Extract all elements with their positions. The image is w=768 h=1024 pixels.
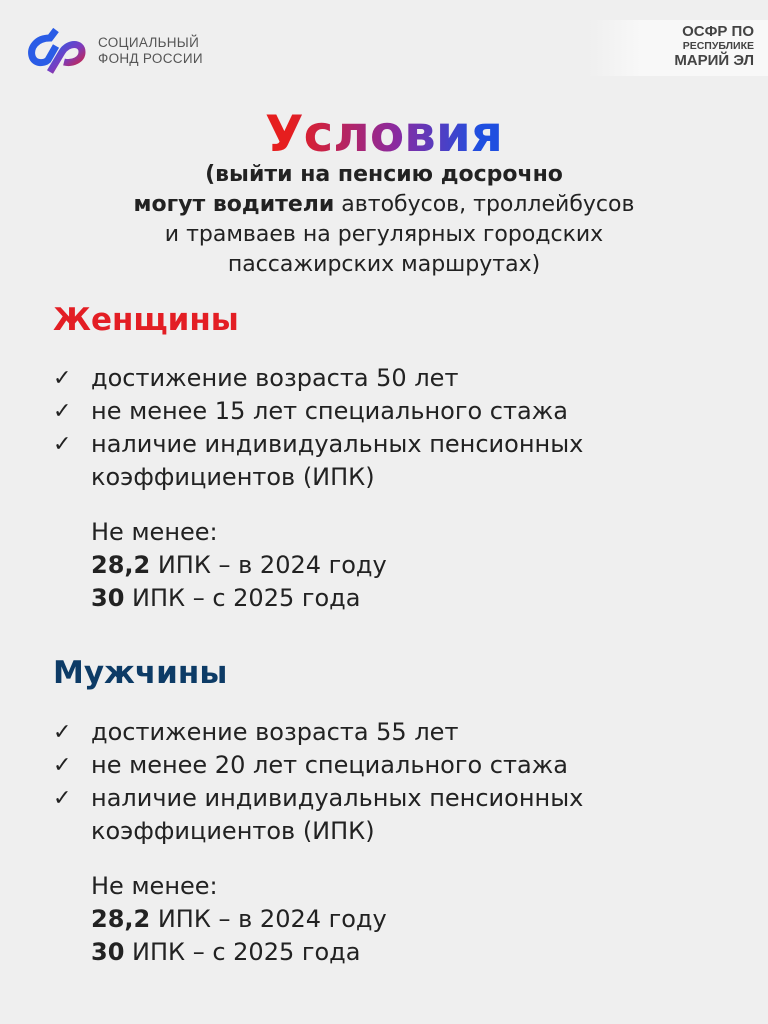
- min-value: 28,2: [91, 551, 151, 579]
- region-line1: ОСФР ПО: [682, 23, 754, 40]
- min-label: Не менее:: [91, 518, 218, 546]
- subtitle-line2: [0, 190, 768, 220]
- page-title: [0, 105, 768, 163]
- subtitle-line3: и трамваев на регулярных городских: [164, 222, 604, 247]
- list-item: [53, 782, 753, 848]
- check-icon: ✓: [53, 753, 72, 778]
- min-value: 28,2: [91, 905, 151, 933]
- min-text: ИПК – в 2024 году: [150, 905, 387, 933]
- min-label: Не менее:: [91, 872, 218, 900]
- region-line2: РЕСПУБЛИКЕ: [682, 40, 754, 52]
- sfr-logo-icon: [26, 26, 88, 76]
- check-icon: ✓: [53, 432, 72, 457]
- min-text: ИПК – с 2025 года: [124, 938, 361, 966]
- item-text: наличие индивидуальных пенсионных коэффициентов (ИПК): [91, 784, 584, 845]
- list-item: [53, 749, 753, 782]
- list-item: [53, 428, 753, 494]
- women-heading: Женщины: [53, 302, 239, 338]
- logo-line2: ФОНД РОССИИ: [98, 51, 203, 66]
- list-item: [53, 716, 753, 749]
- min-2024: [91, 903, 387, 936]
- min-text: ИПК – в 2024 году: [150, 551, 387, 579]
- item-text: достижение возраста 50 лет: [91, 364, 459, 392]
- women-list: [53, 362, 753, 494]
- check-icon: ✓: [53, 399, 72, 424]
- check-icon: ✓: [53, 366, 72, 391]
- item-text: наличие индивидуальных пенсионных коэффициентов (ИПК): [91, 430, 584, 491]
- min-2024: [91, 549, 387, 582]
- min-2025: [91, 936, 387, 969]
- check-icon: ✓: [53, 720, 72, 745]
- list-item: [53, 395, 753, 428]
- min-text: ИПК – с 2025 года: [124, 584, 361, 612]
- sfr-logo: [26, 26, 203, 76]
- list-item: [53, 362, 753, 395]
- item-text: не менее 15 лет специального стажа: [91, 397, 568, 425]
- subtitle-line4: пассажирских маршрутах): [227, 252, 541, 277]
- subtitle: [0, 160, 768, 280]
- men-min: [91, 870, 387, 969]
- logo-line1: СОЦИАЛЬНЫЙ: [98, 35, 200, 50]
- min-value: 30: [91, 938, 125, 966]
- men-list: [53, 716, 753, 848]
- item-text: достижение возраста 55 лет: [91, 718, 459, 746]
- subtitle-bold: могут водители: [133, 192, 335, 217]
- region-line3: МАРИЙ ЭЛ: [674, 52, 754, 69]
- region-label: [588, 20, 768, 76]
- check-icon: ✓: [53, 786, 72, 811]
- subtitle-rest: автобусов, троллейбусов: [334, 192, 635, 217]
- min-value: 30: [91, 584, 125, 612]
- subtitle-line1: (выйти на пенсию досрочно: [205, 162, 563, 187]
- item-text: не менее 20 лет специального стажа: [91, 751, 568, 779]
- men-heading: Мужчины: [53, 655, 228, 691]
- women-min: [91, 516, 387, 615]
- title-text: Условия: [265, 105, 503, 163]
- min-2025: [91, 582, 387, 615]
